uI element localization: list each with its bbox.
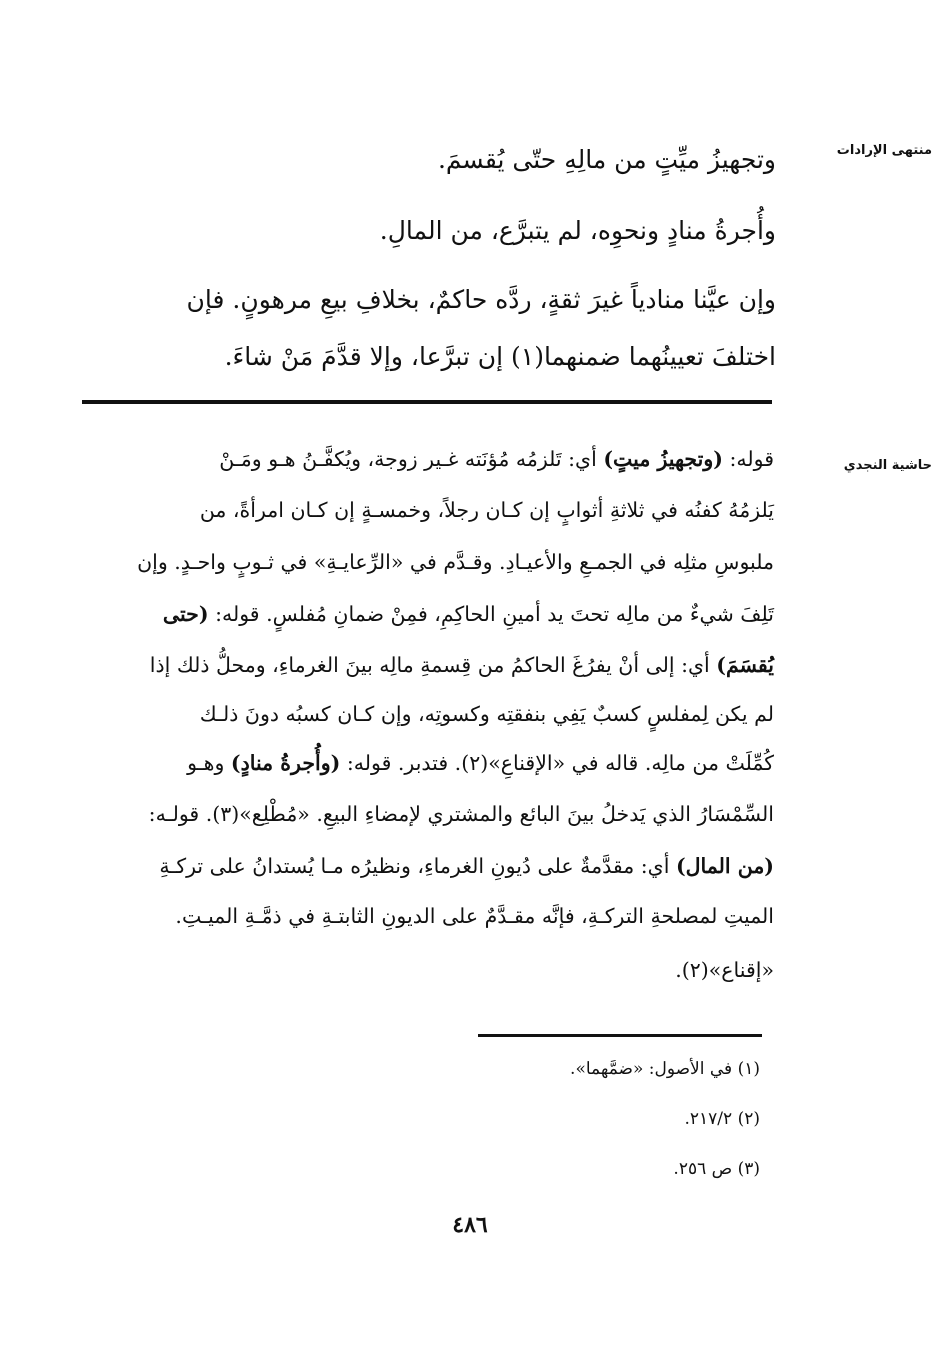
commentary-line (675, 956, 774, 984)
commentary-text: وهـو (187, 751, 231, 775)
commentary-line (159, 852, 774, 880)
commentary-text: «إقناع»(٢). (675, 958, 774, 982)
footnote: (١) في الأصول: «ضمَّهما». (570, 1059, 760, 1079)
commentary-line (137, 548, 774, 576)
commentary-line (200, 496, 774, 524)
commentary-text: تَلِفَ شيءٌ من مالِه تحتَ يد أمينِ الحاكِمِ، فمِنْ ضمانِ مُفلسٍ. قوله: (208, 602, 774, 626)
commentary-text: الميتِ لمصلحةِ التركـةِ، فإنَّه مقـدَّمٌ على الديونِ الثابتـةِ في ذمَّـةِ الميـتِ. (175, 904, 774, 928)
commentary-line (163, 600, 774, 628)
commentary-text: قوله: (722, 447, 774, 471)
commentary-text: أي: إلى أنْ يفرُغَ الحاكمُ من قِسمةِ مالِه بينَ الغرماءِ، ومحلُّ ذلك إذا (149, 653, 717, 677)
commentary-line (149, 800, 774, 828)
commentary-line (219, 445, 774, 473)
page-number: ٤٨٦ (452, 1212, 488, 1238)
commentary-text: السِّمْسَارُ الذي يَدخلُ بينَ البائع والمشتري لإمضاءِ البيعِ. «مُطْلِع»(٣). قولـه: (148, 802, 774, 826)
commentary-text: ملبوسِ مثلِه في الجمـعِ والأعيـادِ. وقـدَّم في «الرِّعايـةِ» في ثـوبٍ واحـدٍ. وإن (137, 550, 774, 574)
commentary-text: يَلزمُهُ كفنُه في ثلاثةِ أثوابٍ إن كـان رجلاً، وخمسـةٍ إن كـان امرأةً، من (199, 498, 774, 522)
side-label-commentary: حاشية النجدي (843, 458, 932, 473)
quoted-term: يُقسَمَ) (716, 653, 774, 677)
commentary-text: لم يكن لِمفلسٍ كسبٌ يَفِي بنفقتِه وكسوتِه، وإن كـان كسبُه دونَ ذلـك (199, 702, 774, 726)
main-text-line: وأُجرةُ منادٍ ونحوِه، لم يتبرَّع، من المالِ. (379, 216, 776, 245)
main-text-line: وتجهيزُ ميِّتٍ من مالِهِ حتّى يُقسمَ. (437, 145, 776, 174)
commentary-line (200, 700, 774, 728)
commentary-text: أي: تَلزمُه مُؤنَته غـير زوجة، ويُكفَّـنُ هـو ومَـنْ (219, 447, 604, 471)
commentary-text: أي: مقدَّمةٌ على دُيونِ الغرماءِ، ونظيرُه مـا يُستدانُ على تركـةِ (159, 854, 676, 878)
footnote: (٣) ص ٢٥٦. (673, 1159, 760, 1179)
main-text-line: اختلفَ تعيينُهما ضمنهما(١) إن تبرَّعا، وإلا قدَّمَ مَنْ شاءَ. (224, 342, 776, 371)
section-divider (82, 400, 772, 404)
commentary-line (175, 902, 774, 930)
footnote-divider (478, 1034, 762, 1037)
main-text-line: وإن عيَّنا منادياً غيرَ ثقةٍ، ردَّه حاكمٌ، بخلافِ بيعِ مرهونٍ. فإن (186, 285, 776, 314)
commentary-line (187, 749, 774, 777)
quoted-term: (من المال) (675, 854, 774, 878)
quoted-term: (وأُجرةُ منادٍ) (230, 751, 341, 775)
footnote: (٢) ٢١٧/٢. (684, 1109, 760, 1129)
side-label-main-text: منتهى الإرادات (836, 143, 932, 158)
quoted-term: (حتى (162, 602, 209, 626)
commentary-line (150, 651, 774, 679)
commentary-text: كُمِّلَتْ من مالِه. قاله في «الإقناعِ»(٢). فتدبر. قوله: (340, 751, 774, 775)
quoted-term: (وتجهيزُ ميتٍ) (603, 447, 723, 471)
